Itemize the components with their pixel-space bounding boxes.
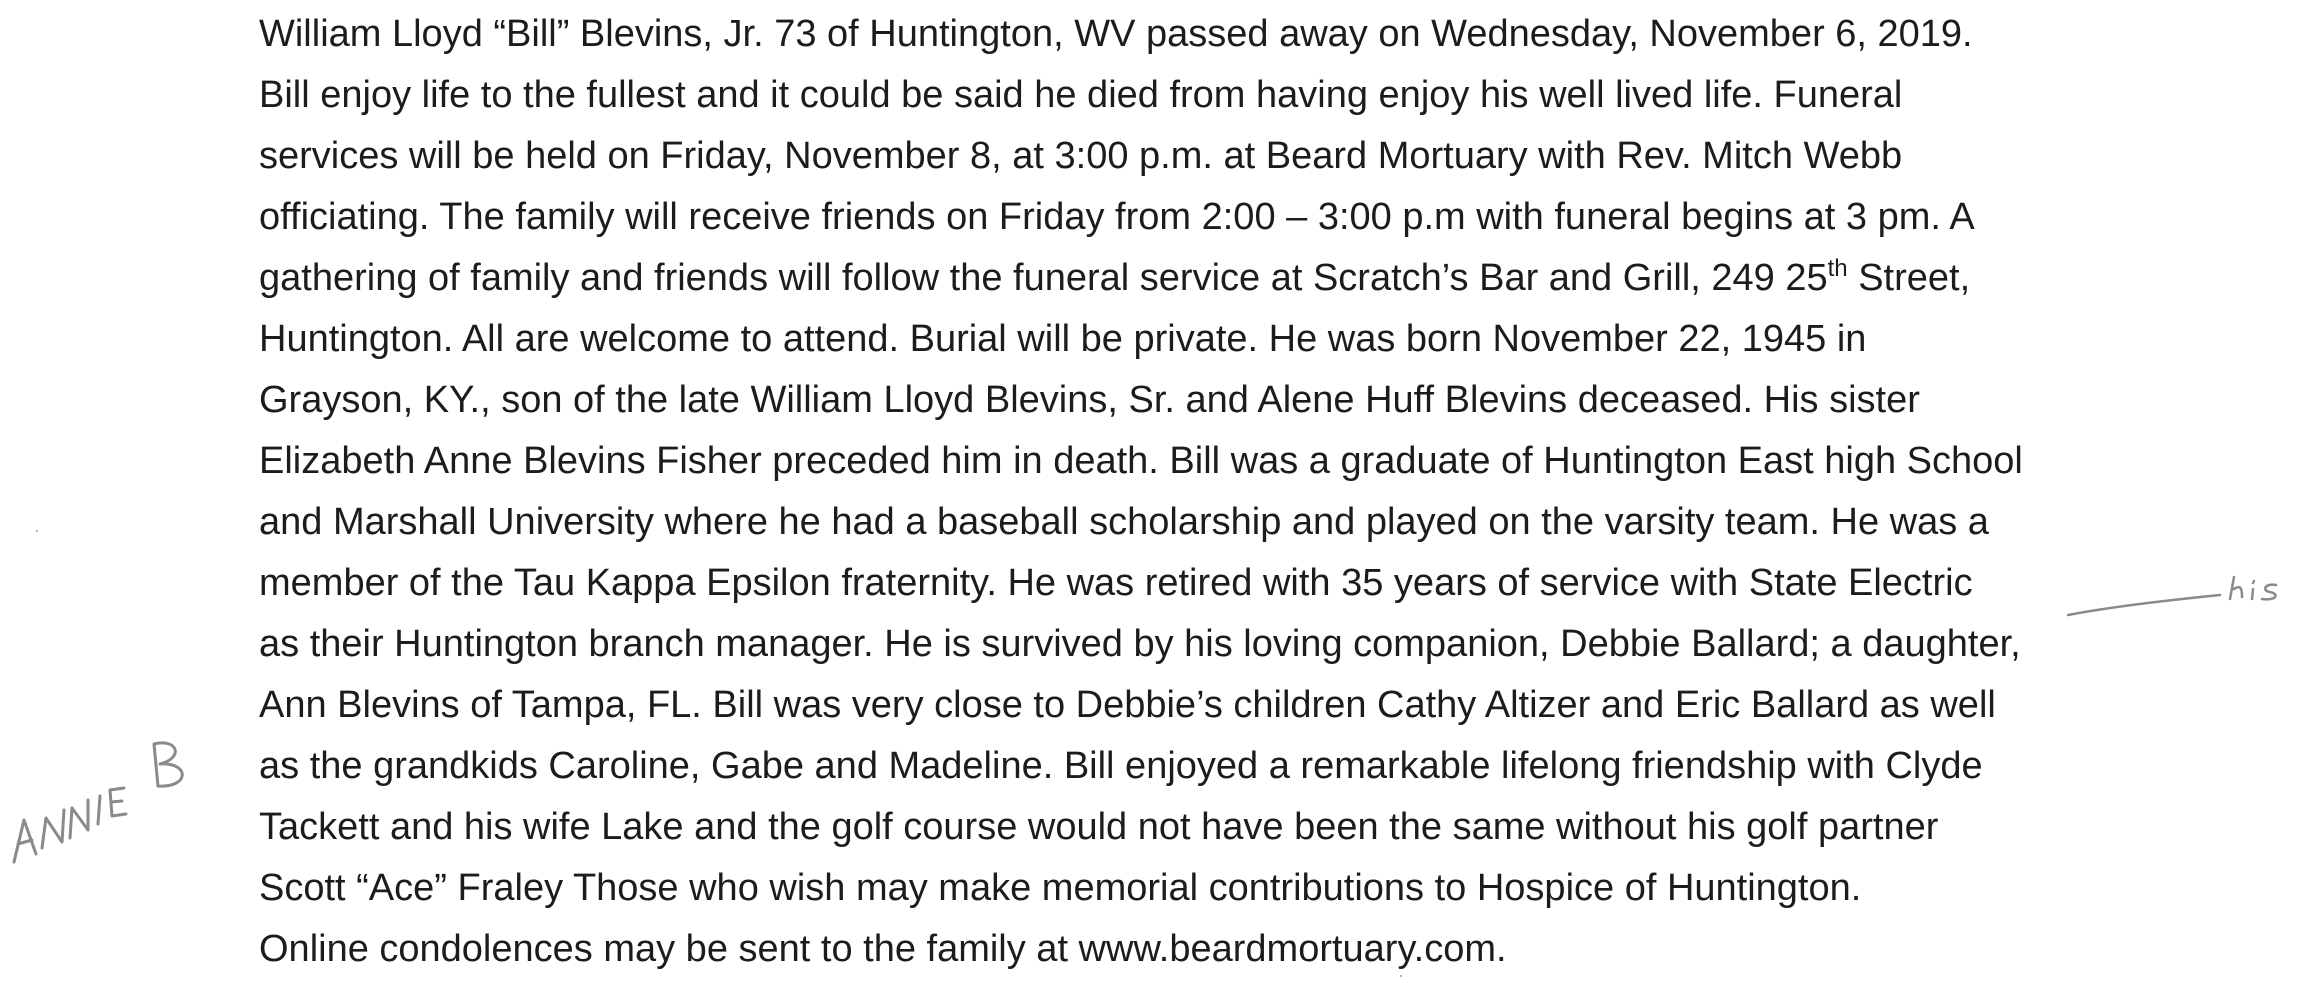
scan-speck xyxy=(36,530,38,532)
text-line-5-start: gathering of family and friends will follow the funeral service at Scratch’s Bar and Grill, 249 25 xyxy=(259,257,1828,299)
text-line-16: Online condolences may be sent to the family at www.beardmortuary.com. xyxy=(259,928,1507,970)
text-line-3: services will be held on Friday, November 8, at 3:00 p.m. at Beard Mortuary with Rev. Mitch Webb xyxy=(259,135,1903,177)
text-line-9: and Marshall University where he had a baseball scholarship and played on the varsity team. He was a xyxy=(259,501,1989,543)
text-line-8: Elizabeth Anne Blevins Fisher preceded him in death. Bill was a graduate of Huntington East high School xyxy=(259,440,2023,482)
handwritten-margin-note xyxy=(0,716,220,886)
text-line-5 xyxy=(259,248,2299,309)
scan-speck xyxy=(1400,975,1402,977)
text-line-11: as their Huntington branch manager. He is survived by his loving companion, Debbie Ballard; a daughter, xyxy=(259,623,2021,665)
text-line-6: Huntington. All are welcome to attend. Burial will be private. He was born November 22, 1945 in xyxy=(259,318,1867,360)
text-line-1: William Lloyd “Bill” Blevins, Jr. 73 of Huntington, WV passed away on Wednesday, November 6, 2019. xyxy=(259,13,1973,55)
text-line-10: member of the Tau Kappa Epsilon fraternity. He was retired with 35 years of service with State Electric xyxy=(259,562,1973,604)
text-line-4: officiating. The family will receive friends on Friday from 2:00 – 3:00 p.m with funeral begins at 3 pm. A xyxy=(259,196,1975,238)
text-line-5-end: Street, xyxy=(1847,257,1971,299)
text-line-13: as the grandkids Caroline, Gabe and Madeline. Bill enjoyed a remarkable lifelong friendship with Clyde xyxy=(259,745,1983,787)
text-line-14: Tackett and his wife Lake and the golf course would not have been the same without his golf partner xyxy=(259,806,1939,848)
text-line-15: Scott “Ace” Fraley Those who wish may make memorial contributions to Hospice of Huntington. xyxy=(259,867,1862,909)
text-line-7: Grayson, KY., son of the late William Lloyd Blevins, Sr. and Alene Huff Blevins deceased. His sister xyxy=(259,379,1920,421)
text-line-12: Ann Blevins of Tampa, FL. Bill was very close to Debbie’s children Cathy Altizer and Eric Ballard as well xyxy=(259,684,1996,726)
handwritten-insertion-note xyxy=(2050,555,2309,635)
ordinal-suffix: th xyxy=(1827,255,1848,282)
obituary-text xyxy=(259,4,2299,980)
text-line-2: Bill enjoy life to the fullest and it could be said he died from having enjoy his well lived life. Funeral xyxy=(259,74,1903,116)
